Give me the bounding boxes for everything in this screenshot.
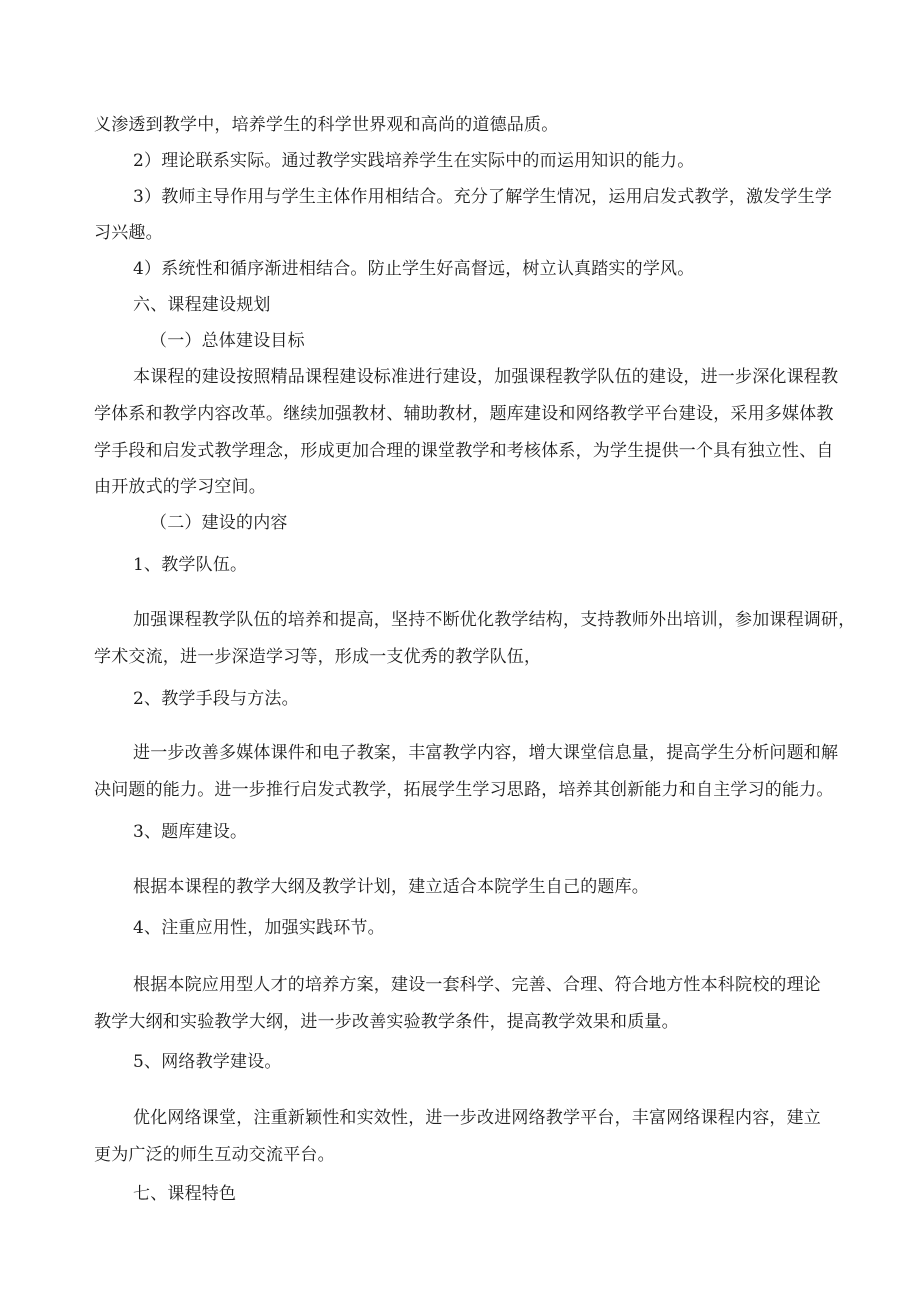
item-heading: 5、网络教学建设。 (133, 1052, 282, 1072)
paragraph-line: 由开放式的学习空间。 (94, 477, 266, 497)
paragraph-line: 更为广泛的师生互动交流平台。 (94, 1145, 335, 1165)
paragraph-line: 义渗透到教学中，培养学生的科学世界观和高尚的道德品质。 (94, 115, 559, 135)
section-heading: 七、课程特色 (133, 1184, 237, 1204)
paragraph-line: 学手段和启发式教学理念，形成更加合理的课堂教学和考核体系，为学生提供一个具有独立性、自 (94, 441, 834, 461)
paragraph-line: 优化网络课堂，注重新颖性和实效性，进一步改进网络教学平台，丰富网络课程内容，建立 (133, 1108, 821, 1128)
paragraph-line: 根据本课程的教学大纲及教学计划，建立适合本院学生自己的题库。 (133, 877, 649, 897)
item-heading: 2、教学手段与方法。 (133, 689, 299, 709)
paragraph-line: 习兴趣。 (94, 223, 163, 243)
item-heading: 3、题库建设。 (133, 822, 248, 842)
item-heading: 4、注重应用性，加强实践环节。 (133, 918, 385, 938)
list-item-4: 4）系统性和循序渐进相结合。防止学生好高督远，树立认真踏实的学风。 (133, 259, 695, 279)
paragraph-line: 学术交流，进一步深造学习等，形成一支优秀的教学队伍， (94, 647, 542, 667)
paragraph-line: 决问题的能力。进一步推行启发式教学，拓展学生学习思路，培养其创新能力和自主学习的能力。 (94, 780, 834, 800)
list-item-3: 3）教师主导作用与学生主体作用相结合。充分了解学生情况，运用启发式教学，激发学生学 (133, 187, 833, 207)
paragraph-line: 根据本院应用型人才的培养方案，建设一套科学、完善、合理、符合地方性本科院校的理论 (133, 975, 821, 995)
paragraph-line: 进一步改善多媒体课件和电子教案，丰富教学内容，增大课堂信息量，提高学生分析问题和解 (133, 743, 839, 763)
subsection-heading: （一）总体建设目标 (150, 331, 305, 351)
paragraph-line: 本课程的建设按照精品课程建设标准进行建设，加强课程教学队伍的建设，进一步深化课程教 (133, 367, 839, 387)
paragraph-line: 教学大纲和实验教学大纲，进一步改善实验教学条件，提高教学效果和质量。 (94, 1012, 679, 1032)
item-heading: 1、教学队伍。 (133, 555, 248, 575)
paragraph-line: 加强课程教学队伍的培养和提高，坚持不断优化教学结构，支持教师外出培训，参加课程调研， (133, 610, 856, 630)
subsection-heading: （二）建设的内容 (150, 513, 288, 533)
list-item-2: 2）理论联系实际。通过教学实践培养学生在实际中的而运用知识的能力。 (133, 151, 695, 171)
section-heading: 六、课程建设规划 (133, 295, 271, 315)
paragraph-line: 学体系和教学内容改革。继续加强教材、辅助教材，题库建设和网络教学平台建设，采用多媒体教 (94, 404, 834, 424)
